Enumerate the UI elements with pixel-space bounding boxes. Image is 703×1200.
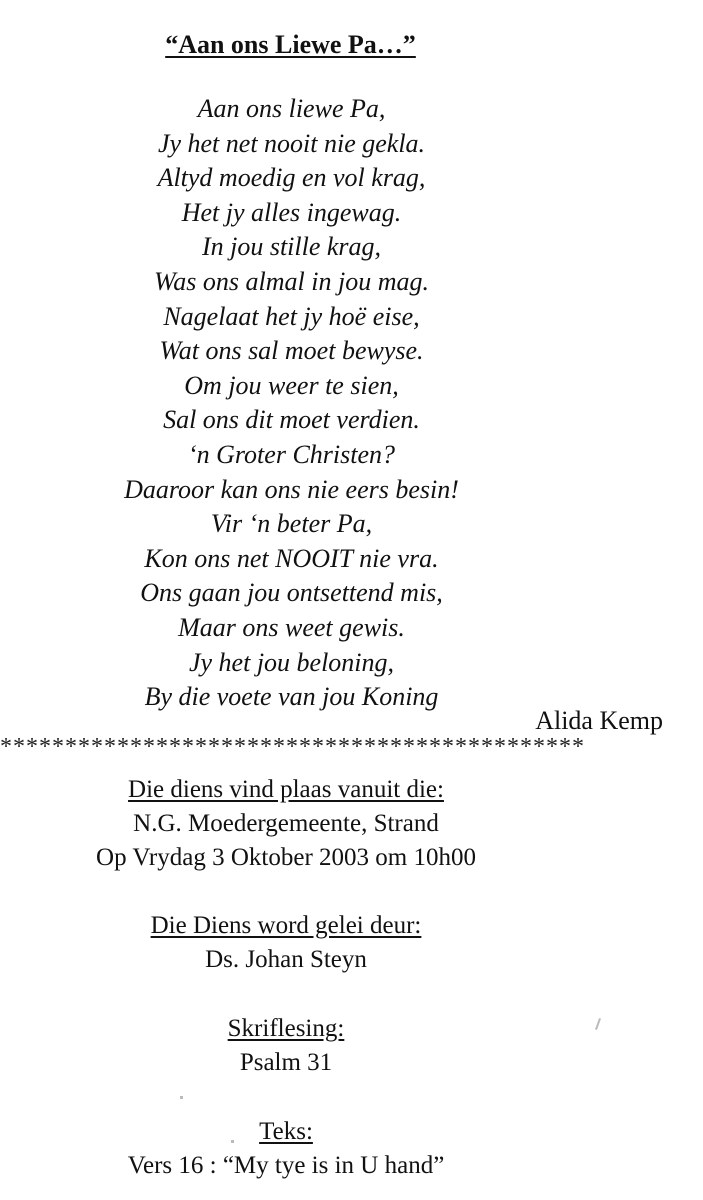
scan-speck <box>180 1096 183 1099</box>
scan-speck <box>231 1140 234 1143</box>
poem-body <box>0 92 583 715</box>
poem-line: Jy het jou beloning, <box>188 647 395 677</box>
poem-line: Vir ‘n beter Pa, <box>210 509 373 539</box>
poem-line: Jy het net nooit nie gekla. <box>157 128 426 158</box>
poem-line: Kon ons net NOOIT nie vra. <box>144 543 439 573</box>
venue-section <box>0 773 572 875</box>
poem-line: In jou stille krag, <box>201 232 382 262</box>
poem-line: Het jy alles ingewag. <box>181 197 402 227</box>
venue-heading: Die diens vind plaas vanuit die: <box>128 776 444 803</box>
poem-line: Nagelaat het jy hoë eise, <box>163 301 420 331</box>
poem-line: Aan ons liewe Pa, <box>197 94 386 123</box>
poem-line: Wat ons sal moet bewyse. <box>159 336 424 366</box>
service-datetime: Op Vrydag 3 Oktober 2003 om 10h00 <box>96 844 476 871</box>
text-verse: Vers 16 : “My tye is in U hand” <box>127 1152 445 1179</box>
text-heading: Teks: <box>259 1118 313 1145</box>
venue-name: N.G. Moedergemeente, Strand <box>133 810 439 837</box>
poem-line: Was ons almal in jou mag. <box>154 266 429 296</box>
leader-section <box>0 909 572 977</box>
poem-line: Altyd moedig en vol krag, <box>157 163 426 193</box>
reading-section <box>0 1012 572 1080</box>
leader-name: Ds. Johan Steyn <box>205 946 367 973</box>
poem-line: Sal ons dit moet verdien. <box>163 405 420 435</box>
reading-passage: Psalm 31 <box>239 1049 333 1076</box>
poem-line: By die voete van jou Koning <box>144 682 439 712</box>
poem-line: ‘n Groter Christen? <box>187 439 396 469</box>
reading-heading: Skriflesing: <box>227 1015 345 1042</box>
text-section <box>0 1115 572 1183</box>
scan-speck <box>595 1018 601 1030</box>
poem-title: “Aan ons Liewe Pa…” <box>165 30 416 59</box>
poem-line: Om jou weer te sien, <box>184 370 399 400</box>
poem-line: Ons gaan jou ontsettend mis, <box>140 578 443 608</box>
poem-author: Alida Kemp <box>535 706 663 735</box>
poem-line: Maar ons weet gewis. <box>178 612 405 642</box>
leader-heading: Die Diens word gelei deur: <box>150 912 422 939</box>
asterisk-divider: ********************************************* <box>0 734 585 760</box>
poem-line: Daaroor kan ons nie eers besin! <box>124 474 459 504</box>
